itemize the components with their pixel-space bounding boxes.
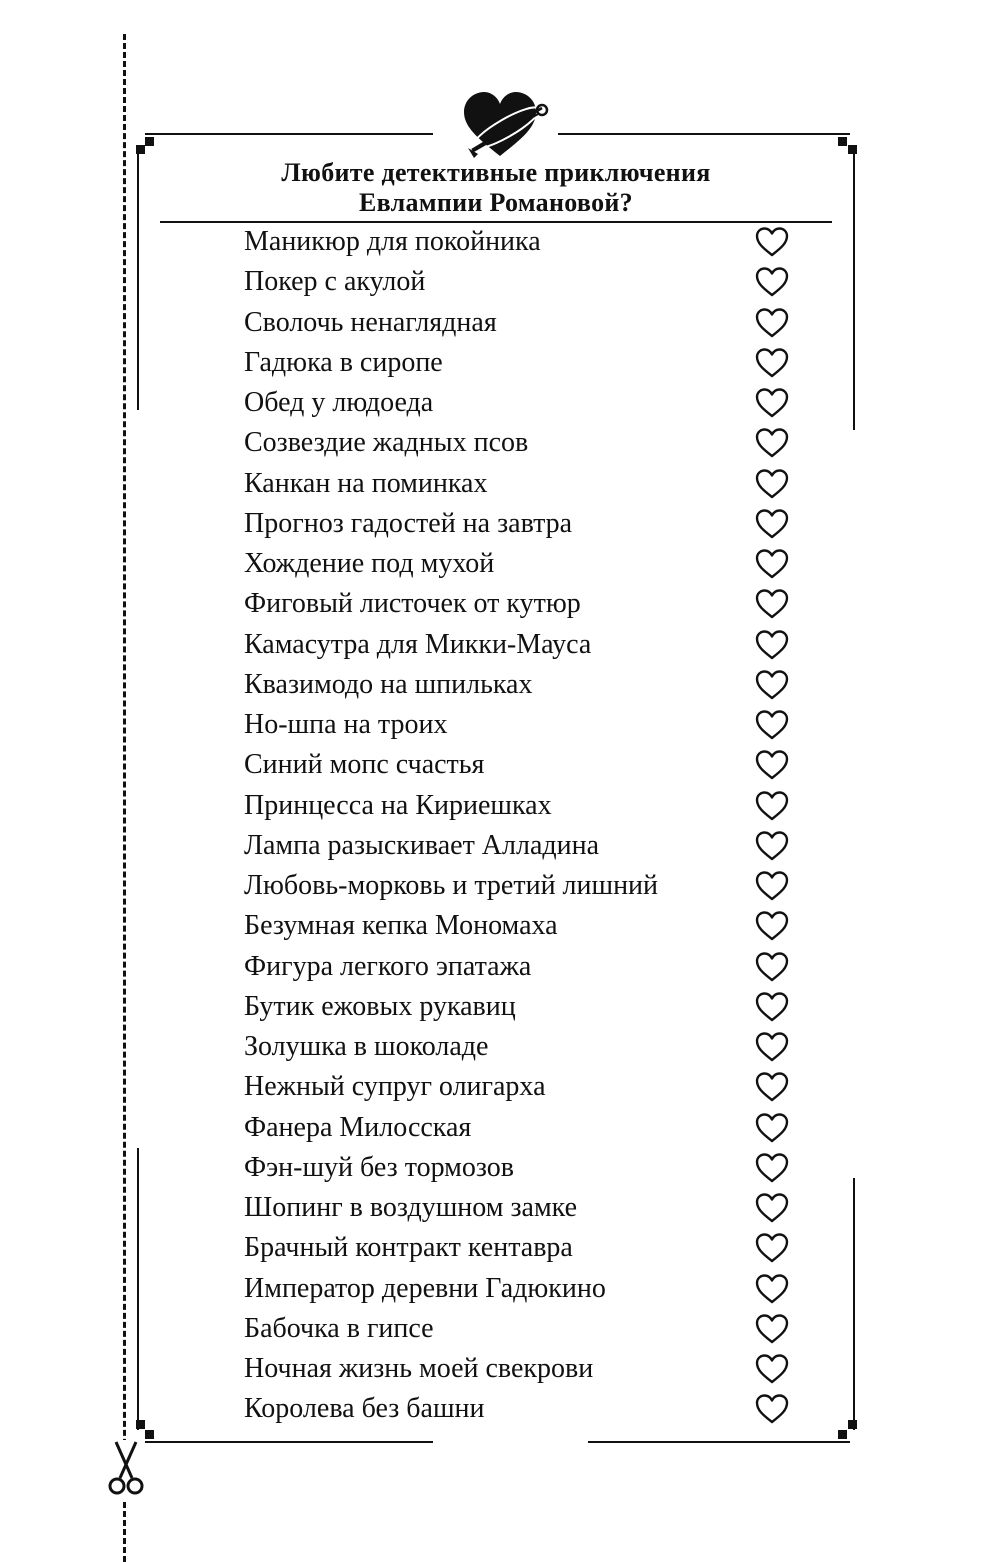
heart-outline-icon[interactable] (754, 1273, 790, 1305)
heart-outline-icon[interactable] (754, 1232, 790, 1264)
heart-outline-icon[interactable] (754, 1192, 790, 1224)
list-item (244, 786, 804, 826)
heart-outline-icon[interactable] (754, 669, 790, 701)
frame-top-left (145, 133, 433, 135)
heart-outline-icon[interactable] (754, 910, 790, 942)
list-item (244, 866, 804, 906)
heart-outline-icon[interactable] (754, 1071, 790, 1103)
list-item (244, 1148, 804, 1188)
book-title: Лампа разыскивает Алладина (244, 829, 600, 861)
heart-outline-icon[interactable] (754, 1152, 790, 1184)
heart-outline-icon[interactable] (754, 951, 790, 983)
list-item (244, 826, 804, 866)
heart-outline-icon[interactable] (754, 991, 790, 1023)
corner-ornament (136, 1420, 145, 1429)
book-title: Император деревни Гадюкино (244, 1272, 606, 1304)
frame-bottom-left (145, 1441, 433, 1443)
heart-outline-icon[interactable] (754, 1313, 790, 1345)
book-title: Бутик ежовых рукавиц (244, 990, 516, 1022)
book-title: Принцесса на Кириешках (244, 789, 552, 821)
heart-outline-icon[interactable] (754, 468, 790, 500)
list-item (244, 906, 804, 946)
heart-outline-icon[interactable] (754, 508, 790, 540)
corner-ornament (848, 145, 857, 154)
book-title: Брачный контракт кентавра (244, 1232, 573, 1264)
book-title: Маникюр для покойника (244, 226, 541, 258)
book-title: Синий мопс счастья (244, 749, 485, 781)
list-item (244, 222, 804, 262)
list-item (244, 262, 804, 302)
book-title: Канкан на поминках (244, 467, 488, 499)
list-item (244, 1027, 804, 1067)
heart-outline-icon[interactable] (754, 588, 790, 620)
book-title: Прогноз гадостей на завтра (244, 507, 573, 539)
list-item (244, 1188, 804, 1228)
frame-right-top (853, 148, 855, 430)
book-title: Нежный супруг олигарха (244, 1071, 546, 1103)
book-title: Фанера Милосская (244, 1111, 472, 1143)
book-title: Фигура легкого эпатажа (244, 950, 532, 982)
list-item (244, 1108, 804, 1148)
heart-outline-icon[interactable] (754, 1393, 790, 1425)
heart-outline-icon[interactable] (754, 387, 790, 419)
title-line-2: Евлампии Романовой? (359, 188, 633, 217)
list-item (244, 1228, 804, 1268)
book-title: Любовь-морковь и третий лишний (244, 870, 659, 902)
heart-outline-icon[interactable] (754, 830, 790, 862)
corner-ornament (145, 1430, 154, 1439)
book-title: Гадюка в сиропе (244, 346, 443, 378)
book-title: Фэн-шуй без тормозов (244, 1151, 514, 1183)
book-title: Квазимодо на шпильках (244, 668, 533, 700)
heart-outline-icon[interactable] (754, 1353, 790, 1385)
book-title: Безумная кепка Мономаха (244, 910, 558, 942)
corner-ornament (145, 137, 154, 146)
heart-outline-icon[interactable] (754, 629, 790, 661)
list-item (244, 303, 804, 343)
book-title: Покер с акулой (244, 266, 426, 298)
list-item (244, 464, 804, 504)
heart-outline-icon[interactable] (754, 709, 790, 741)
book-title: Но-шпа на троих (244, 709, 448, 741)
book-title: Хождение под мухой (244, 548, 495, 580)
book-title: Золушка в шоколаде (244, 1031, 489, 1063)
heart-outline-icon[interactable] (754, 548, 790, 580)
corner-ornament (848, 1420, 857, 1429)
list-item (244, 584, 804, 624)
heart-outline-icon[interactable] (754, 749, 790, 781)
heart-outline-icon[interactable] (754, 1031, 790, 1063)
heart-outline-icon[interactable] (754, 226, 790, 258)
heart-outline-icon[interactable] (754, 307, 790, 339)
list-item (244, 1309, 804, 1349)
scissors-icon (104, 1440, 148, 1500)
list-item (244, 947, 804, 987)
book-title: Королева без башни (244, 1393, 485, 1425)
list-item (244, 705, 804, 745)
book-title: Камасутра для Микки-Мауса (244, 628, 592, 660)
heart-outline-icon[interactable] (754, 1112, 790, 1144)
book-title: Ночная жизнь моей свекрови (244, 1353, 594, 1385)
list-item (244, 1067, 804, 1107)
heart-with-safety-pin-icon (458, 90, 550, 162)
book-title: Бабочка в гипсе (244, 1312, 434, 1344)
frame-left-top (137, 148, 139, 410)
book-title: Фиговый листочек от кутюр (244, 588, 581, 620)
book-checklist (244, 222, 804, 1430)
frame-left-bottom (137, 1148, 139, 1430)
list-item (244, 1349, 804, 1389)
list-item (244, 544, 804, 584)
frame-right-bottom (853, 1178, 855, 1430)
heart-outline-icon[interactable] (754, 790, 790, 822)
title-line-1: Любите детективные приключения (281, 158, 711, 187)
list-item (244, 1389, 804, 1429)
page-title (160, 158, 832, 218)
list-item (244, 745, 804, 785)
list-item (244, 665, 804, 705)
heart-outline-icon[interactable] (754, 266, 790, 298)
cut-line (123, 34, 126, 1562)
book-title: Шопинг в воздушном замке (244, 1192, 578, 1224)
book-title: Обед у людоеда (244, 387, 434, 419)
heart-outline-icon[interactable] (754, 870, 790, 902)
book-title: Созвездие жадных псов (244, 427, 529, 459)
frame-bottom-right (588, 1441, 850, 1443)
list-item (244, 383, 804, 423)
list-item (244, 343, 804, 383)
list-item (244, 423, 804, 463)
heart-outline-icon[interactable] (754, 427, 790, 459)
corner-ornament (136, 145, 145, 154)
list-item (244, 625, 804, 665)
heart-outline-icon[interactable] (754, 347, 790, 379)
book-title: Сволочь ненаглядная (244, 306, 497, 338)
list-item (244, 1269, 804, 1309)
list-item (244, 987, 804, 1027)
frame-top-right (558, 133, 850, 135)
list-item (244, 504, 804, 544)
corner-ornament (838, 137, 847, 146)
corner-ornament (838, 1430, 847, 1439)
